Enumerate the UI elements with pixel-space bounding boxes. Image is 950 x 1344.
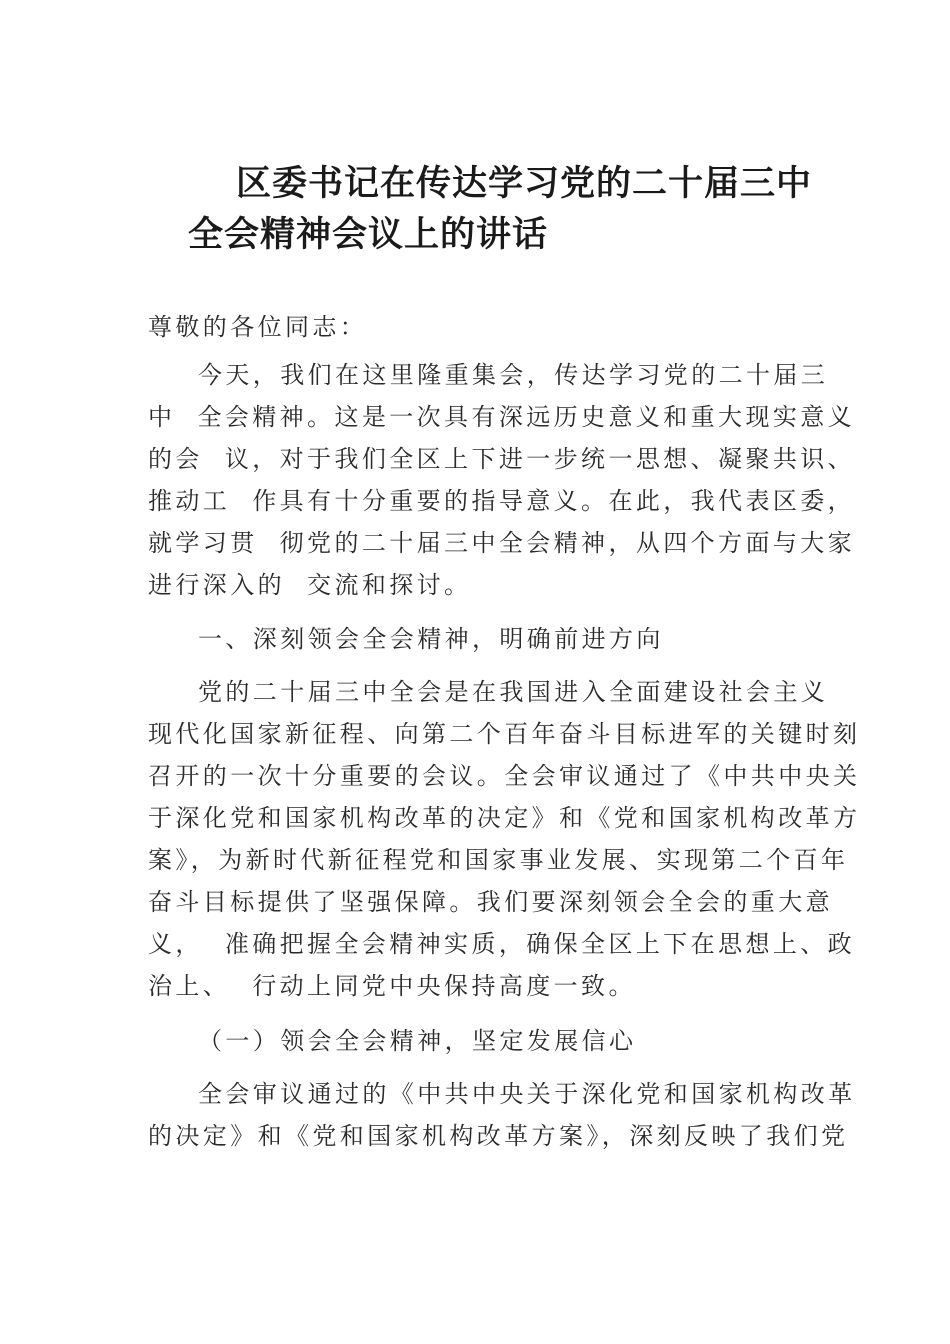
paragraph-line: 全会审议通过的《中共中央关于深化党和国家机构改革 [198, 1080, 856, 1108]
salutation: 尊敬的各位同志： [148, 313, 368, 341]
paragraph-line: 今天，我们在这里隆重集会，传达学习党的二十届三 [198, 361, 829, 389]
paragraph-line: 义， 准确把握全会精神实质，确保全区上下在思想上、政 [148, 930, 856, 958]
paragraph-line: 的会 议，对于我们全区上下进一步统一思想、凝聚共识、 [148, 445, 856, 473]
title-line-2: 全会精神会议上的讲话 [188, 215, 549, 255]
title-line-1: 区委书记在传达学习党的二十届三中 [236, 164, 813, 204]
paragraph-line: 中 全会精神。这是一次具有深远历史意义和重大现实意义 [148, 403, 856, 431]
paragraph-line: 召开的一次十分重要的会议。全会审议通过了《中共中央关 [148, 762, 861, 790]
paragraph-line: 进行深入的 交流和探讨。 [148, 571, 472, 599]
paragraph-line: 党的二十届三中全会是在我国进入全面建设社会主义 [198, 678, 829, 706]
subsection-heading: （一）领会全会精神，坚定发展信心 [198, 1027, 637, 1055]
section-heading: 一、深刻领会全会精神，明确前进方向 [198, 625, 664, 653]
paragraph-line: 治上、 行动上同党中央保持高度一致。 [148, 972, 636, 1000]
paragraph-line: 就学习贯 彻党的二十届三中全会精神，从四个方面与大家 [148, 529, 856, 557]
paragraph-line: 推动工 作具有十分重要的指导意义。在此，我代表区委， [148, 487, 856, 515]
paragraph-line: 的决定》和《党和国家机构改革方案》，深刻反映了我们党 [148, 1122, 849, 1150]
paragraph-line: 于深化党和国家机构改革的决定》和《党和国家机构改革方 [148, 804, 861, 832]
paragraph-line: 现代化国家新征程、向第二个百年奋斗目标进军的关键时刻 [148, 720, 861, 748]
paragraph-line: 案》，为新时代新征程党和国家事业发展、实现第二个百年 [148, 846, 849, 874]
paragraph-line: 奋斗目标提供了坚强保障。我们要深刻领会全会的重大意 [148, 888, 833, 916]
